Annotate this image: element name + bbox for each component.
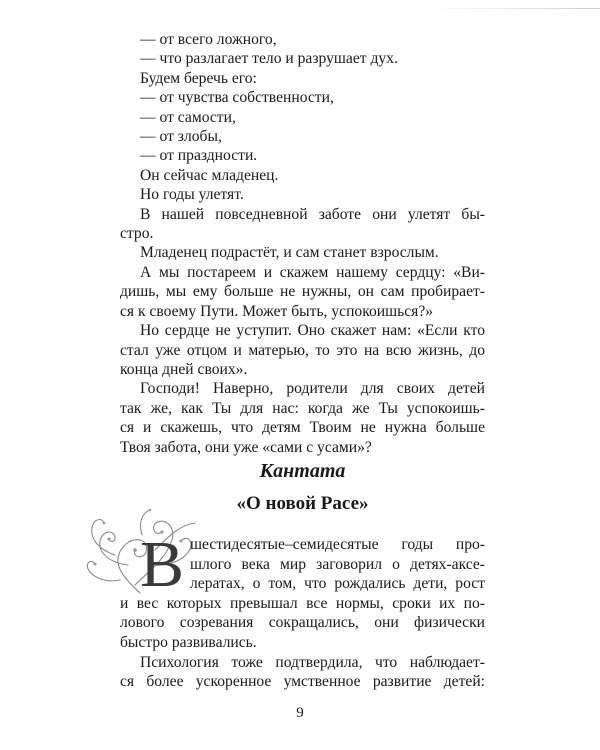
text-line: быстро развивались.	[120, 633, 257, 651]
text-line: В нашей повседневной заботе они улетят бы-	[140, 205, 485, 223]
text-line: лератах, о том, что рождались дети, рост	[190, 575, 485, 593]
section-subtitle: «О новой Расе»	[236, 493, 369, 514]
text-line: Господи! Наверно, родители для своих детей	[140, 380, 485, 398]
text-line: Но сердце не уступит. Оно скажет нам: «Если кто	[140, 322, 485, 340]
text-line: — от праздности.	[140, 147, 258, 165]
text-line: и вес которых превышал все нормы, сроки их по-	[120, 594, 485, 612]
text-line: Но годы улетят.	[140, 186, 244, 204]
text-line: ся более ускоренное умственное развитие детей:	[120, 673, 485, 691]
text-line: шестидесятые–семидесятые годы про-	[190, 536, 485, 553]
text-line: — от самости,	[140, 108, 236, 126]
section-text	[120, 535, 485, 692]
text-line: — что разлагает тело и разрушает дух.	[140, 50, 398, 68]
text-line: стро.	[120, 225, 154, 243]
text-line: шлого века мир заговорил о детях-аксе-	[190, 555, 485, 573]
page-edge-shadow	[430, 8, 600, 9]
text-line: ся к своему Пути. Может быть, успокоишься?»	[120, 302, 434, 320]
text-line: Он сейчас младенец.	[140, 166, 279, 184]
text-line: Будем беречь его:	[140, 69, 257, 87]
page-number: 9	[296, 705, 304, 721]
section-title: Кантата	[259, 460, 346, 482]
text-line: Младенец подрастёт, и сам станет взрослым.	[140, 244, 439, 262]
text-line: Твоя забота, они уже «сами с усами»?	[120, 438, 372, 456]
text-line: Психология тоже подтвердила, что наблюдает-	[140, 653, 485, 671]
main-text	[120, 30, 485, 457]
text-line: стал уже отцом и матерью, то это на всю жизнь, до	[120, 341, 485, 359]
text-line: — от злобы,	[140, 128, 222, 146]
text-line: — от чувства собственности,	[140, 89, 334, 107]
text-line: А мы постареем и скажем нашему сердцу: «Ви-	[140, 263, 485, 281]
text-line: так же, как Ты для нас: когда же Ты успокоишь-	[120, 399, 485, 417]
text-line: лового созревания сокращались, они физически	[120, 614, 485, 632]
text-line: дишь, мы ему больше не нужны, он сам пробирает-	[120, 283, 485, 301]
text-line: ся и скажешь, что детям Твоим не нужна больше	[120, 419, 485, 437]
drop-cap-letter: В	[140, 528, 185, 601]
text-line: конца дней своих».	[120, 360, 248, 378]
text-line: — от всего ложного,	[140, 31, 277, 48]
